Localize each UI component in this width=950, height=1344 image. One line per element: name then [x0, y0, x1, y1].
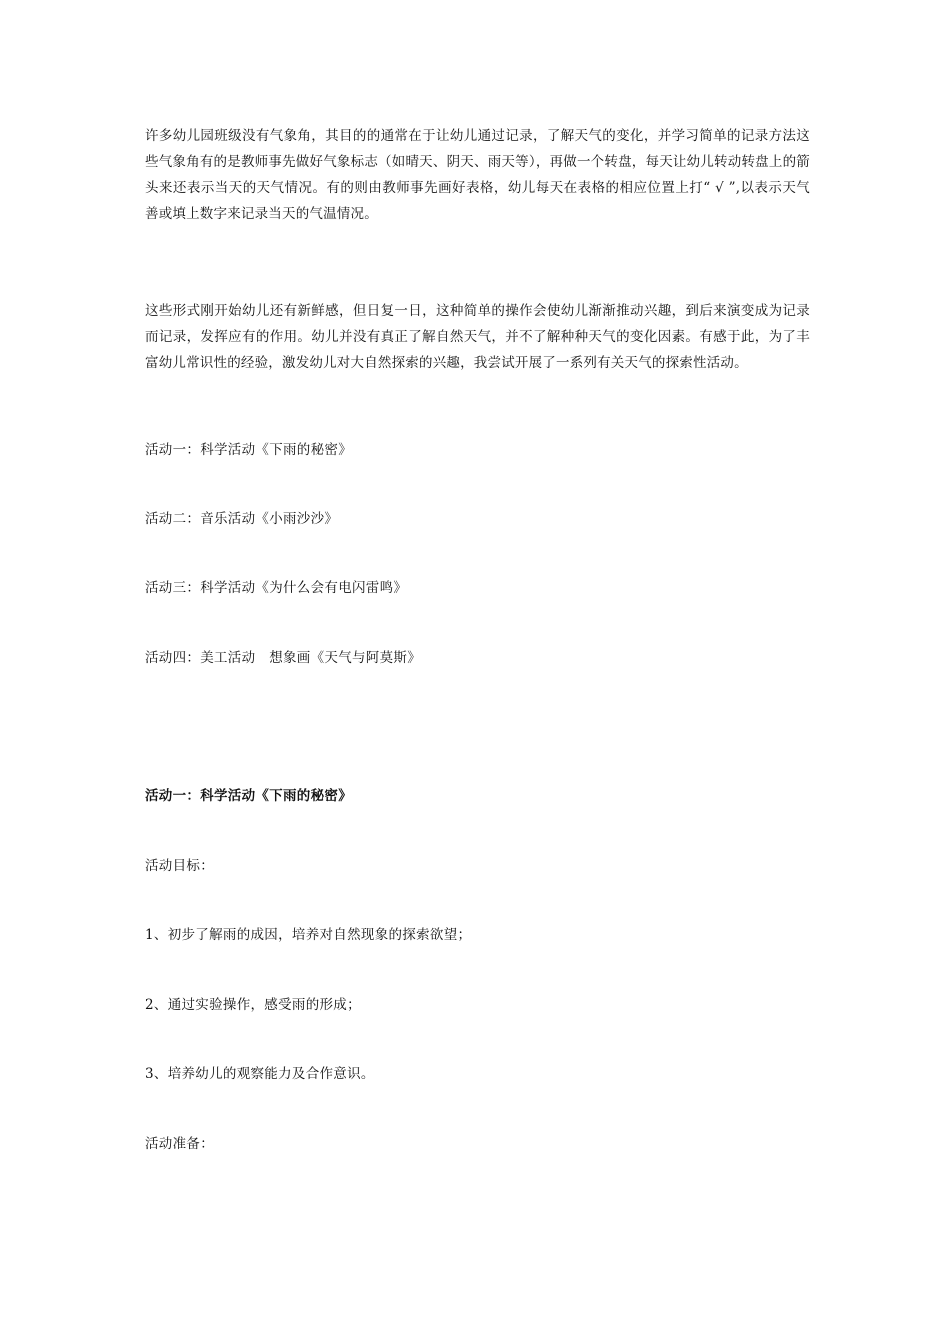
goal-item-3: 3、培养幼儿的观察能力及合作意识。 — [145, 1066, 375, 1082]
activity-list-item-2: 活动二：音乐活动《小雨沙沙》 — [145, 511, 339, 527]
preparation-label: 活动准备： — [145, 1136, 214, 1152]
activity-list-item-3: 活动三：科学活动《为什么会有电闪雷鸣》 — [145, 580, 408, 596]
intro-paragraph-2: 这些形式刚开始幼儿还有新鲜感，但日复一日，这种简单的操作会使幼儿渐渐推动兴趣，到后来演变成为记录而记录，发挥应有的作用。幼儿并没有真正了解自然天气，并不了解种种天气的变化因素。有感于此，为了丰富幼儿常识性的经验，激发幼儿对大自然探索的兴趣，我尝试开展了一系列有关天气的探索性活动。 — [145, 303, 810, 371]
activity-list-item-1: 活动一：科学活动《下雨的秘密》 — [145, 442, 352, 458]
goal-item-2: 2、通过实验操作，感受雨的形成； — [145, 997, 361, 1013]
intro-paragraph-1: 许多幼儿园班级没有气象角，其目的的通常在于让幼儿通过记录，了解天气的变化，并学习简单的记录方法这些气象角有的是教师事先做好气象标志（如晴天、阴天、雨天等），再做一个转盘，每天让幼儿转动转盘上的箭头来还表示当天的天气情况。有的则由教师事先画好表格，幼儿每天在表格的相应位置上打“ √ ”,以表示天气善或填上数字来记录当天的气温情况。 — [145, 128, 810, 222]
activity-list-item-4: 活动四：美工活动 想象画《天气与阿莫斯》 — [145, 650, 421, 666]
goals-label: 活动目标： — [145, 858, 214, 874]
goal-item-1: 1、初步了解雨的成因，培养对自然现象的探索欲望； — [145, 927, 472, 943]
section-heading: 活动一：科学活动《下雨的秘密》 — [145, 788, 352, 804]
